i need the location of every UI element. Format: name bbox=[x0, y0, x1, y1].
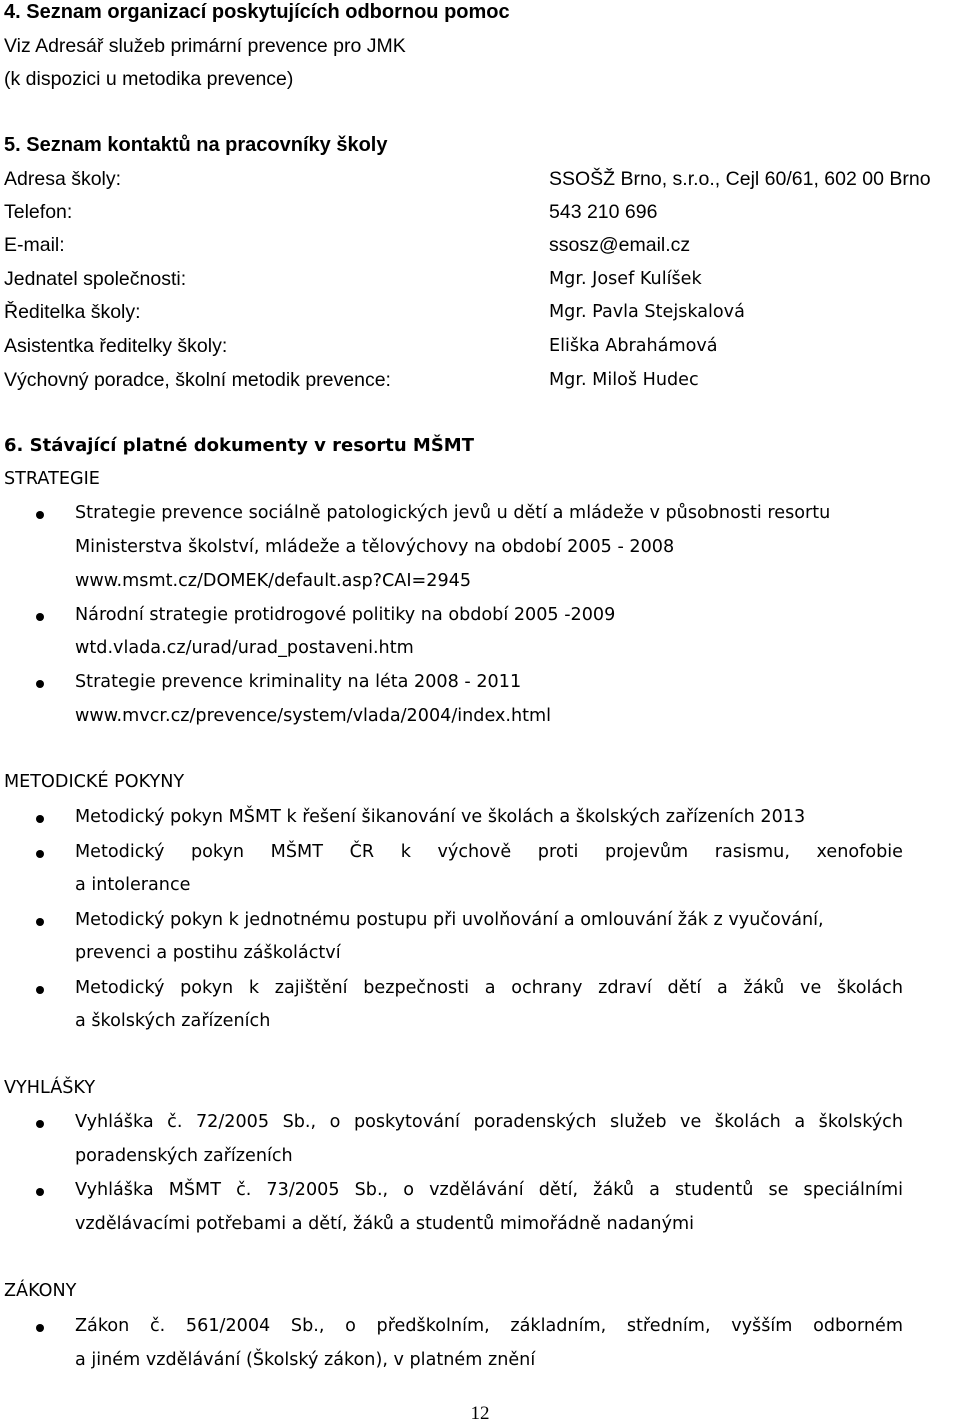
contact-label: Jednatel společnosti: bbox=[4, 268, 187, 290]
metodicky-pokyn-4-line-1: Metodický pokyn k zajištění bezpečnosti a ochrany zdraví dětí a žáků ve školách bbox=[75, 978, 903, 998]
metodicke-pokyny-heading: METODICKÉ POKYNY bbox=[4, 772, 185, 792]
contact-value: Eliška Abrahámová bbox=[549, 336, 718, 356]
contact-value: Mgr. Josef Kulíšek bbox=[549, 269, 702, 289]
bullet-icon bbox=[36, 850, 44, 858]
vyhlaska-1-line-2: poradenských zařízeních bbox=[75, 1146, 293, 1166]
metodicky-pokyn-2-line-2: a intolerance bbox=[75, 875, 191, 895]
vyhlaska-1-line-1: Vyhláška č. 72/2005 Sb., o poskytování poradenských služeb ve školách a školských bbox=[75, 1112, 903, 1132]
section-5-title: 5. Seznam kontaktů na pracovníky školy bbox=[4, 134, 388, 156]
bullet-icon bbox=[36, 986, 44, 994]
section-4-line-2: (k dispozici u metodika prevence) bbox=[4, 68, 294, 90]
strategie-item-1-line-2: Ministerstva školství, mládeže a tělovýchovy na období 2005 - 2008 bbox=[75, 537, 675, 557]
strategie-heading: STRATEGIE bbox=[4, 469, 100, 489]
zakon-1-line-1: Zákon č. 561/2004 Sb., o předškolním, základním, středním, vyšším odborném bbox=[75, 1316, 903, 1336]
bullet-icon bbox=[36, 1324, 44, 1332]
contact-label: Ředitelka školy: bbox=[4, 301, 141, 323]
metodicky-pokyn-4-line-2: a školských zařízeních bbox=[75, 1011, 271, 1031]
strategie-item-1-line-1: Strategie prevence sociálně patologických jevů u dětí a mládeže v působnosti resortu bbox=[75, 503, 831, 523]
bullet-icon bbox=[36, 1120, 44, 1128]
vyhlaska-2-line-1: Vyhláška MŠMT č. 73/2005 Sb., o vzdělávání dětí, žáků a studentů se speciálními bbox=[75, 1180, 903, 1200]
contact-value: 543 210 696 bbox=[549, 201, 658, 223]
bullet-icon bbox=[36, 1188, 44, 1196]
contact-value: SSOŠŽ Brno, s.r.o., Cejl 60/61, 602 00 Brno bbox=[549, 168, 931, 190]
metodicky-pokyn-3-line-1: Metodický pokyn k jednotnému postupu při uvolňování a omlouvání žák z vyučování, bbox=[75, 910, 824, 930]
section-6-title: 6. Stávající platné dokumenty v resortu MŠMT bbox=[4, 435, 474, 456]
zakon-1-line-2: a jiném vzdělávání (Školský zákon), v platném znění bbox=[75, 1350, 536, 1370]
strategie-item-3-line-1: Strategie prevence kriminality na léta 2008 - 2011 bbox=[75, 672, 522, 692]
page-number: 12 bbox=[470, 1403, 490, 1424]
contact-value: ssosz@email.cz bbox=[549, 234, 691, 256]
metodicky-pokyn-2-line-1: Metodický pokyn MŠMT ČR k výchově proti projevům rasismu, xenofobie bbox=[75, 842, 903, 862]
section-4-line-1: Viz Adresář služeb primární prevence pro JMK bbox=[4, 35, 406, 57]
bullet-icon bbox=[36, 511, 44, 519]
contact-label: Výchovný poradce, školní metodik prevence: bbox=[4, 369, 391, 391]
bullet-icon bbox=[36, 918, 44, 926]
bullet-icon bbox=[36, 680, 44, 688]
strategie-item-2-url[interactable]: wtd.vlada.cz/urad/urad_postaveni.htm bbox=[75, 638, 414, 658]
metodicky-pokyn-3-line-2: prevenci a postihu záškoláctví bbox=[75, 943, 341, 963]
contact-label: Asistentka ředitelky školy: bbox=[4, 335, 228, 357]
vyhlaska-2-line-2: vzdělávacími potřebami a dětí, žáků a studentů mimořádně nadanými bbox=[75, 1214, 695, 1234]
section-4-title: 4. Seznam organizací poskytujících odbornou pomoc bbox=[4, 1, 510, 23]
contact-value: Mgr. Miloš Hudec bbox=[549, 370, 699, 390]
strategie-item-3-url[interactable]: www.mvcr.cz/prevence/system/vlada/2004/index.html bbox=[75, 706, 552, 726]
contact-label: Telefon: bbox=[4, 201, 73, 223]
contact-label: E-mail: bbox=[4, 234, 65, 256]
strategie-item-1-url[interactable]: www.msmt.cz/DOMEK/default.asp?CAI=2945 bbox=[75, 571, 472, 591]
contact-value: Mgr. Pavla Stejskalová bbox=[549, 302, 745, 322]
strategie-item-2-line-1: Národní strategie protidrogové politiky na období 2005 -2009 bbox=[75, 605, 616, 625]
bullet-icon bbox=[36, 815, 44, 823]
bullet-icon bbox=[36, 613, 44, 621]
contact-label: Adresa školy: bbox=[4, 168, 122, 190]
zakony-heading: ZÁKONY bbox=[4, 1281, 77, 1301]
metodicky-pokyn-1-line-1: Metodický pokyn MŠMT k řešení šikanování ve školách a školských zařízeních 2013 bbox=[75, 807, 806, 827]
vyhlasky-heading: VYHLÁŠKY bbox=[4, 1078, 96, 1098]
